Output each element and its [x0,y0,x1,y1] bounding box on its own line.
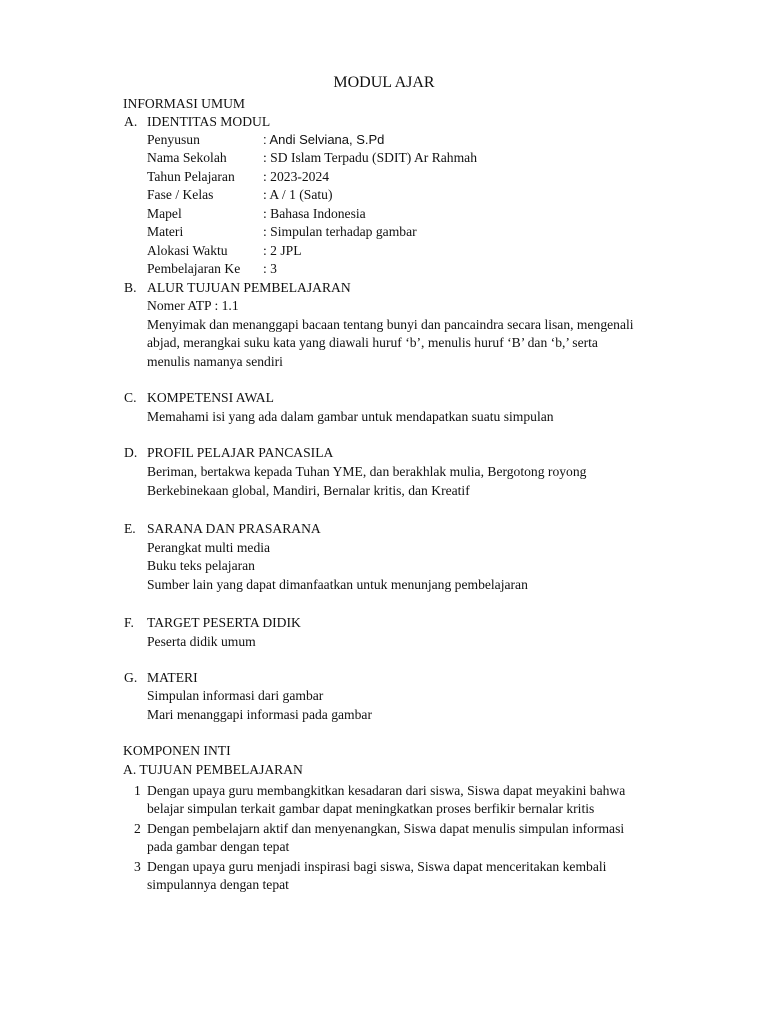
list-item-line: belajar simpulan terkait gambar dapat meningkatkan proses berfikir bernalar kritis [147,801,595,816]
section-g-letter: G. [124,670,138,685]
paragraph-line: Memahami isi yang ada dalam gambar untuk mendapatkan suatu simpulan [147,409,554,424]
section-e-letter: E. [124,521,136,536]
identity-value: : A / 1 (Satu) [263,187,333,202]
paragraph-line: Menyimak dan menanggapi bacaan tentang bunyi dan pancaindra secara lisan, mengenali [147,317,634,332]
identity-value: : Bahasa Indonesia [263,206,366,221]
list-item-line: Dengan upaya guru menjadi inspirasi bagi siswa, Siswa dapat menceritakan kembali [147,859,607,874]
paragraph-line: Beriman, bertakwa kepada Tuhan YME, dan berakhlak mulia, Bergotong royong [147,464,587,479]
paragraph-line: Berkebinekaan global, Mandiri, Bernalar kritis, dan Kreatif [147,483,470,498]
section-g-heading: MATERI [147,670,198,685]
section-c-letter: C. [124,390,137,405]
identity-label: Pembelajaran Ke [147,261,241,276]
section-informasi-umum: INFORMASI UMUM [123,96,245,111]
list-item-line: simpulannya dengan tepat [147,877,289,892]
paragraph-line: Buku teks pelajaran [147,558,255,573]
paragraph-line: Peserta didik umum [147,634,256,649]
paragraph-line: Simpulan informasi dari gambar [147,688,324,703]
identity-label: Nama Sekolah [147,150,227,165]
identity-value: : Simpulan terhadap gambar [263,224,417,239]
section-f-heading: TARGET PESERTA DIDIK [147,615,301,630]
list-number: 3 [134,859,141,874]
paragraph-line: abjad, merangkai suku kata yang diawali huruf ‘b’, menulis huruf ‘B’ dan ‘b,’ serta [147,335,598,350]
tujuan-heading: A. TUJUAN PEMBELAJARAN [123,762,303,777]
section-f-letter: F. [124,615,134,630]
identity-value: : 2 JPL [263,243,302,258]
section-e-heading: SARANA DAN PRASARANA [147,521,321,536]
paragraph-line: Nomer ATP : 1.1 [147,298,239,313]
identity-value: : 3 [263,261,277,276]
paragraph-line: Mari menanggapi informasi pada gambar [147,707,372,722]
identity-value: : 2023-2024 [263,169,330,184]
identity-value: : SD Islam Terpadu (SDIT) Ar Rahmah [263,150,477,165]
section-komponen-inti: KOMPONEN INTI [123,743,231,758]
section-c-heading: KOMPETENSI AWAL [147,390,274,405]
section-b-heading: ALUR TUJUAN PEMBELAJARAN [147,280,351,295]
page-title: MODUL AJAR [333,74,435,91]
section-a-heading: IDENTITAS MODUL [147,114,271,129]
identity-label: Tahun Pelajaran [147,169,235,184]
paragraph-line: Perangkat multi media [147,540,271,555]
list-item-line: pada gambar dengan tepat [147,839,290,854]
paragraph-line: menulis namanya sendiri [147,354,283,369]
identity-value: : Andi Selviana, S.Pd [263,132,385,147]
list-item-line: Dengan upaya guru membangkitkan kesadaran dari siswa, Siswa dapat meyakini bahwa [147,783,626,798]
identity-label: Mapel [147,206,182,221]
paragraph-line: Sumber lain yang dapat dimanfaatkan untuk menunjang pembelajaran [147,577,528,592]
list-number: 1 [134,783,141,798]
section-d-heading: PROFIL PELAJAR PANCASILA [147,445,334,460]
identity-label: Fase / Kelas [147,187,214,202]
list-item-line: Dengan pembelajarn aktif dan menyenangkan, Siswa dapat menulis simpulan informasi [147,821,625,836]
section-a-letter: A. [124,114,138,129]
identity-label: Alokasi Waktu [147,243,228,258]
identity-label: Materi [147,224,184,239]
list-number: 2 [134,821,141,836]
section-b-letter: B. [124,280,137,295]
section-d-letter: D. [124,445,138,460]
identity-label: Penyusun [147,132,200,147]
